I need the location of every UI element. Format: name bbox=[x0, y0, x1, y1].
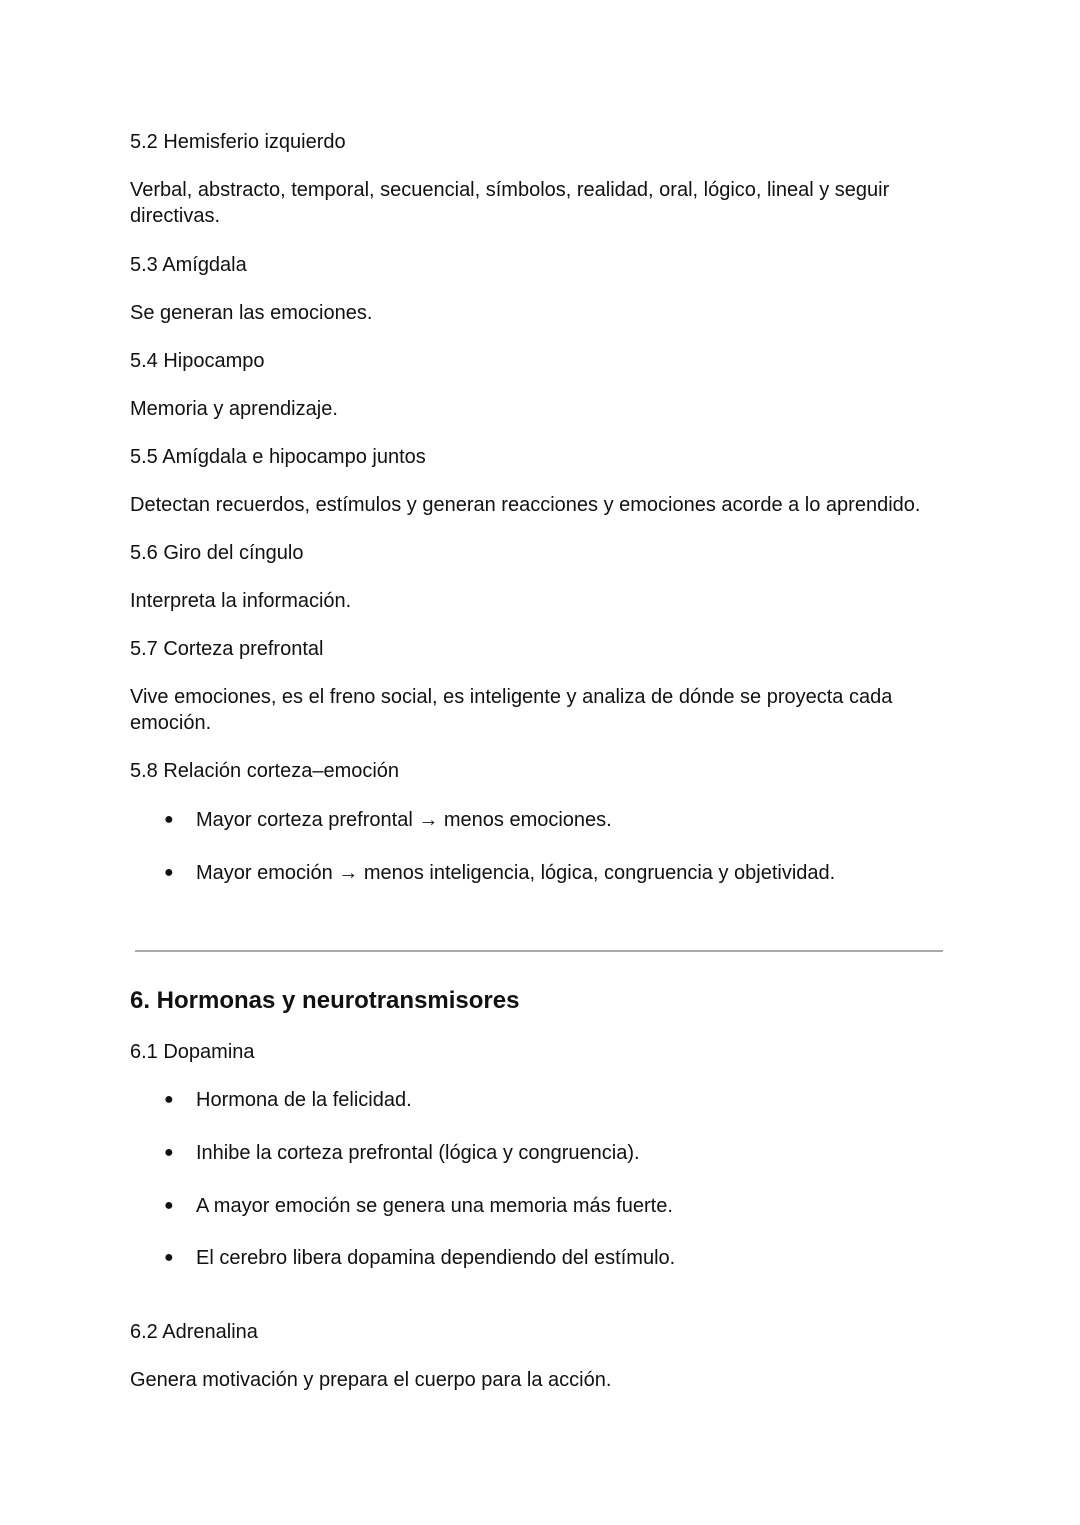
heading-6-2: 6.2 Adrenalina bbox=[130, 1321, 258, 1343]
paragraph-5-4: Memoria y aprendizaje. bbox=[130, 398, 338, 420]
heading-5-2: 5.2 Hemisferio izquierdo bbox=[130, 131, 346, 153]
bullet-dot: ● bbox=[164, 1144, 174, 1161]
paragraph-5-3: Se generan las emociones. bbox=[130, 302, 373, 324]
heading-5-3: 5.3 Amígdala bbox=[130, 254, 247, 276]
paragraph-6-2: Genera motivación y prepara el cuerpo para la acción. bbox=[130, 1369, 612, 1391]
section-title-6: 6. Hormonas y neurotransmisores bbox=[130, 987, 520, 1014]
paragraph-5-2-line1: Verbal, abstracto, temporal, secuencial, símbolos, realidad, oral, lógico, lineal y seguir bbox=[130, 179, 890, 201]
paragraph-5-7-line1: Vive emociones, es el freno social, es inteligente y analiza de dónde se proyecta cada bbox=[130, 686, 893, 708]
horizontal-divider bbox=[135, 950, 943, 952]
heading-6-1: 6.1 Dopamina bbox=[130, 1041, 255, 1063]
list-item: A mayor emoción se genera una memoria más fuerte. bbox=[196, 1195, 673, 1217]
heading-5-5: 5.5 Amígdala e hipocampo juntos bbox=[130, 446, 426, 468]
heading-5-8: 5.8 Relación corteza–emoción bbox=[130, 760, 400, 782]
list-item: El cerebro libera dopamina dependiendo del estímulo. bbox=[196, 1247, 676, 1269]
bullet-dot: ● bbox=[164, 1249, 174, 1266]
heading-5-4: 5.4 Hipocampo bbox=[130, 350, 265, 372]
heading-5-7: 5.7 Corteza prefrontal bbox=[130, 638, 324, 660]
list-item: Inhibe la corteza prefrontal (lógica y congruencia). bbox=[196, 1142, 640, 1164]
list-item: Mayor corteza prefrontal → menos emociones. bbox=[196, 809, 612, 831]
list-item: Hormona de la felicidad. bbox=[196, 1089, 412, 1111]
heading-5-6: 5.6 Giro del cíngulo bbox=[130, 542, 304, 564]
paragraph-5-2-line2: directivas. bbox=[130, 205, 221, 227]
paragraph-5-6: Interpreta la información. bbox=[130, 590, 352, 612]
bullet-dot: ● bbox=[164, 1197, 174, 1214]
list-item: Mayor emoción → menos inteligencia, lógica, congruencia y objetividad. bbox=[196, 862, 836, 884]
bullet-dot: ● bbox=[164, 811, 174, 828]
paragraph-5-7-line2: emoción. bbox=[130, 712, 212, 734]
bullet-dot: ● bbox=[164, 1091, 174, 1108]
bullet-dot: ● bbox=[164, 864, 174, 881]
paragraph-5-5: Detectan recuerdos, estímulos y generan reacciones y emociones acorde a lo aprendido. bbox=[130, 494, 921, 516]
